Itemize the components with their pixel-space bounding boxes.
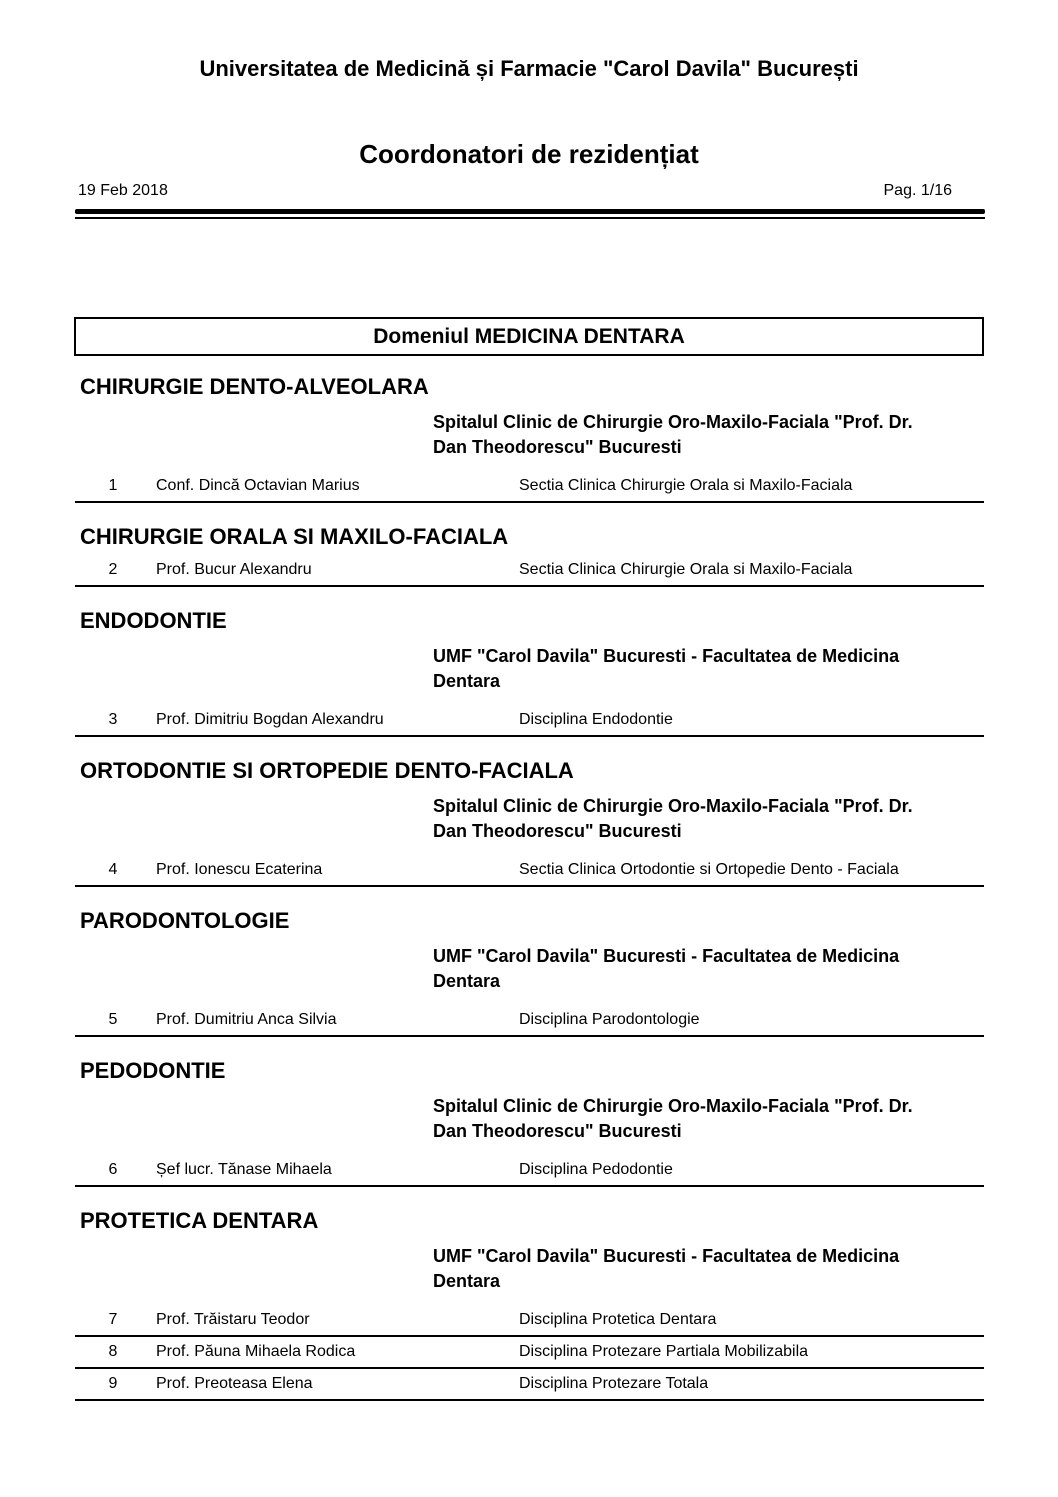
row-number: 2 [108, 561, 118, 578]
row-number: 5 [108, 1011, 118, 1028]
specialty-section [75, 519, 984, 587]
specialty-heading: PARODONTOLOGIE [80, 908, 290, 933]
department-name: Disciplina Protezare Partiala Mobilizabila [519, 1343, 809, 1360]
hospital-name [433, 644, 973, 694]
hospital-name [433, 1244, 973, 1294]
specialty-heading: CHIRURGIE DENTO-ALVEOLARA [80, 374, 429, 399]
department-name: Disciplina Protetica Dentara [519, 1311, 717, 1328]
coordinator-row [75, 1369, 984, 1401]
department-name: Disciplina Endodontie [519, 711, 673, 728]
specialty-section [75, 1203, 984, 1401]
page-number: Pag. 1/16 [883, 182, 952, 199]
department-name: Disciplina Parodontologie [519, 1011, 700, 1028]
coordinator-row [75, 855, 984, 887]
specialty-section [75, 603, 984, 737]
coordinator-row [75, 471, 984, 503]
university-name: Universitatea de Medicină și Farmacie "Carol Davila" București [199, 56, 859, 81]
department-name: Sectia Clinica Chirurgie Orala si Maxilo-Faciala [519, 477, 853, 494]
hospital-name-line: Dentara [433, 671, 501, 691]
coordinator-name: Prof. Dimitriu Bogdan Alexandru [156, 711, 384, 728]
coordinator-row [75, 1337, 984, 1369]
document-date: 19 Feb 2018 [78, 182, 168, 199]
hospital-name-line: Dan Theodorescu" Bucuresti [433, 1121, 682, 1141]
coordinator-name: Prof. Bucur Alexandru [156, 561, 312, 578]
row-number: 4 [108, 861, 118, 878]
coordinator-row [75, 1305, 984, 1337]
hospital-name-line: Spitalul Clinic de Chirurgie Oro-Maxilo-Faciala "Prof. Dr. [433, 412, 913, 432]
document-title: Coordonatori de rezidențiat [359, 139, 699, 169]
specialty-heading: CHIRURGIE ORALA SI MAXILO-FACIALA [80, 524, 509, 549]
specialty-section [75, 369, 984, 503]
row-number: 1 [108, 477, 118, 494]
hospital-name [433, 944, 973, 994]
specialty-heading: ENDODONTIE [80, 608, 227, 633]
hospital-name-line: Spitalul Clinic de Chirurgie Oro-Maxilo-Faciala "Prof. Dr. [433, 1096, 913, 1116]
hospital-name-line: Dentara [433, 1271, 501, 1291]
hospital-name-line: Dan Theodorescu" Bucuresti [433, 821, 682, 841]
hospital-name [433, 410, 973, 460]
coordinator-row [75, 1155, 984, 1187]
specialty-section [75, 753, 984, 887]
coordinator-row [75, 555, 984, 587]
coordinator-name: Prof. Dumitriu Anca Silvia [156, 1011, 337, 1028]
coordinator-row [75, 705, 984, 737]
sections-list [75, 369, 984, 1417]
department-name: Sectia Clinica Chirurgie Orala si Maxilo-Faciala [519, 561, 853, 578]
hospital-name-line: UMF "Carol Davila" Bucuresti - Facultatea de Medicina [433, 646, 900, 666]
department-name: Disciplina Protezare Totala [519, 1375, 709, 1392]
row-number: 3 [108, 711, 118, 728]
coordinator-name: Conf. Dincă Octavian Marius [156, 477, 360, 494]
hospital-name [433, 794, 973, 844]
coordinator-name: Prof. Preoteasa Elena [156, 1375, 313, 1392]
coordinator-name: Prof. Trăistaru Teodor [156, 1311, 310, 1328]
header-rule-thick [75, 209, 985, 214]
hospital-name-line: Spitalul Clinic de Chirurgie Oro-Maxilo-Faciala "Prof. Dr. [433, 796, 913, 816]
coordinator-name: Prof. Păuna Mihaela Rodica [156, 1343, 356, 1360]
coordinator-row [75, 1005, 984, 1037]
row-number: 9 [108, 1375, 118, 1392]
specialty-section [75, 903, 984, 1037]
hospital-name-line: UMF "Carol Davila" Bucuresti - Facultatea de Medicina [433, 946, 900, 966]
row-number: 6 [108, 1161, 118, 1178]
hospital-name [433, 1094, 973, 1144]
department-name: Disciplina Pedodontie [519, 1161, 673, 1178]
row-number: 8 [108, 1343, 118, 1360]
coordinator-name: Prof. Ionescu Ecaterina [156, 861, 323, 878]
domain-heading: Domeniul MEDICINA DENTARA [74, 317, 984, 356]
specialty-heading: ORTODONTIE SI ORTOPEDIE DENTO-FACIALA [80, 758, 574, 783]
specialty-heading: PROTETICA DENTARA [80, 1208, 319, 1233]
row-number: 7 [108, 1311, 118, 1328]
coordinator-name: Șef lucr. Tănase Mihaela [156, 1161, 332, 1178]
department-name: Sectia Clinica Ortodontie si Ortopedie Dento - Faciala [519, 861, 899, 878]
hospital-name-line: Dentara [433, 971, 501, 991]
hospital-name-line: Dan Theodorescu" Bucuresti [433, 437, 682, 457]
specialty-section [75, 1053, 984, 1187]
header-rule-thin [75, 217, 985, 219]
hospital-name-line: UMF "Carol Davila" Bucuresti - Facultatea de Medicina [433, 1246, 900, 1266]
specialty-heading: PEDODONTIE [80, 1058, 226, 1083]
